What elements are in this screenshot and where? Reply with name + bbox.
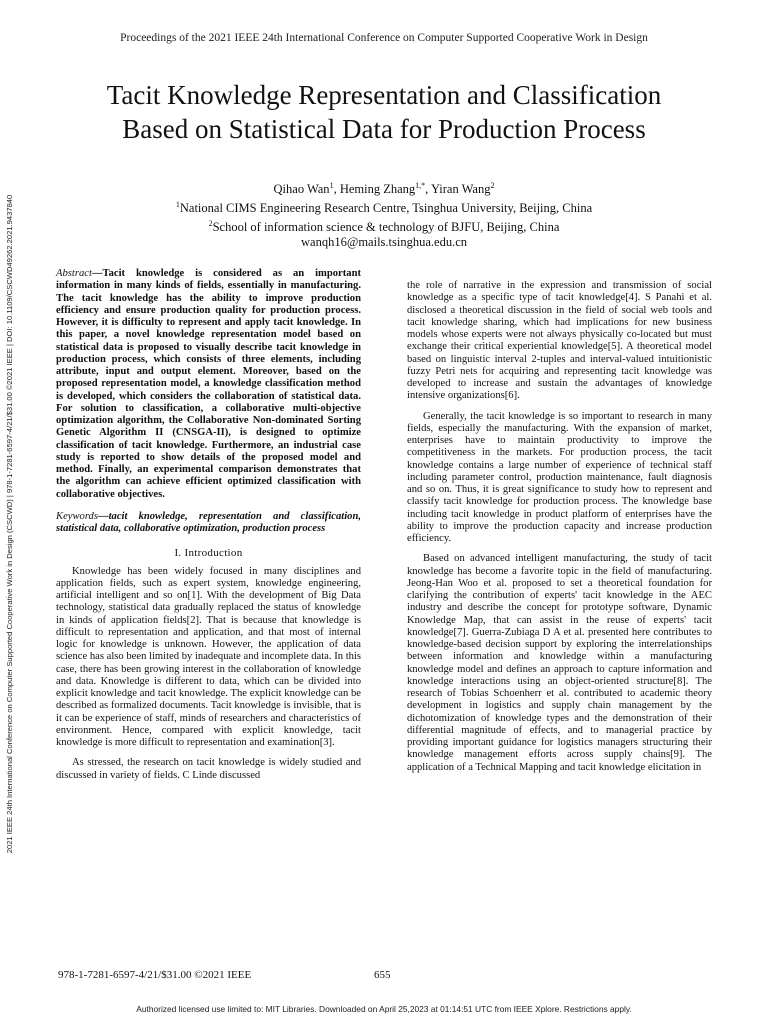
affiliation-2-text: School of information science & technology of BJFU, Beijing, China: [212, 220, 560, 235]
paper-title: [40, 78, 728, 146]
abstract: [56, 268, 361, 501]
author-names: [40, 178, 728, 197]
body-paragraph: Knowledge has been widely focused in many disciplines and application fields, such as expert system, knowledge engineering, artificial intelligent and so on[1]. With the development of Big Data technology, statistical data gradually replaced the status of knowledge in kinds of application fields[2]. That is because that knowledge is difficult to representation and application, and that most of internal logic for knowledge is unknown. However, the application of data science has also been limited by inadequate and incomplete data. In this case, there has been growing interest in the collaboration of knowledge and data. Knowledge is different to data, which can be divided into explicit knowledge and tacit knowledge. The explicit knowledge can be described as formalized documents. Tacit knowledge is invisible, that is it can be experience of staff, minds of researchers and characteristics of environment. Hence, compared with explicit knowledge, tacit knowledge is more difficult to representation and examination[3].: [56, 565, 361, 748]
affiliation-2: [40, 216, 728, 235]
right-column: [407, 280, 712, 774]
title-line-2: Based on Statistical Data for Production Process: [122, 114, 646, 144]
left-column: [56, 268, 361, 782]
author-3-sup: 2: [490, 181, 495, 190]
affiliation-2-sup: 2: [208, 219, 213, 229]
affiliation-1-sup: 1: [175, 200, 180, 210]
body-paragraph: Generally, the tacit knowledge is so important to research in many fields, especially the manufacturing. With the expansion of market, enterprises have to maintain productivity to improve the competitiveness in the markets. For production process, the tacit knowledge contains a large number of experience of technical staff including parameter control, production maintenance, fault diagnosis and so on. Thus, it is great significance to study how to represent and classify tacit knowledge for production process. The knowledge base including tacit knowledge in product platform of enterprises have the ability to improve the production capacity and increase production efficiency.: [407, 410, 712, 544]
author-sep-2: ,: [425, 182, 431, 197]
side-identifier-strip: 2021 IEEE 24th International Conference on Computer Supported Cooperative Work in Design (CSCWD) | 978-1-7281-6597-4/21/$31.00 ©2021 IEEE | DOI: 10.1109/CSCWD49262.2021.9437840: [5, 194, 14, 854]
affiliation-1-text: National CIMS Engineering Research Centre, Tsinghua University, Beijing, China: [179, 201, 593, 216]
author-2-sup: 1,*: [415, 181, 426, 190]
abstract-text: —Tacit knowledge is considered as an important information in many kinds of fields, essentially in manufacturing. The tacit knowledge has the ability to improve production efficiency and ensure production quality for production process. However, it is difficulty to represent and apply tacit knowledge. In this paper, a novel knowledge representation model based on statistical data is proposed to visually describe tacit knowledge in production process, which consists of three elements, including attribute, input and output element. Moreover, based on the proposed representation model, a knowledge classification method is developed, which considers the collaboration of statistical data. For solution to classification, a collaborative multi-objective optimization algorithm, the Collaborative Non-dominated Sorting Genetic Algorithm II (CNSGA-II), is designed to optimize classification of tacit knowledge. Furthermore, an industrial case study is reported to show details of the proposed model and method. Finally, an experimental comparison demonstrates that the algorithm can achieve efficient optimized classification with collaborative objectives.: [56, 268, 361, 500]
affiliation-1: [40, 197, 728, 216]
body-paragraph: the role of narrative in the expression and transmission of social knowledge as a specific type of tacit knowledge[4]. S Panahi et al. disclosed a theoretical discussion in the field of social web tools and tacit knowledge sharing, which had implications for new business models whose experts were not always physically co-located but must exchange their critical experiential knowledge[5]. A theoretical model based on linguistic interval 2-tuples and interval-valued intuitionistic fuzzy Petri nets for acquiring and representing tacit knowledge was developed to increase and sustain the advantages of knowledge intensive organizations[6].: [407, 280, 712, 402]
title-line-1: Tacit Knowledge Representation and Classification: [106, 80, 662, 110]
keywords-text: —tacit knowledge, representation and classification, statistical data, collaborative optimization, production process: [56, 510, 361, 534]
author-3: Yiran Wang: [430, 182, 491, 197]
body-paragraph: As stressed, the research on tacit knowledge is widely studied and discussed in variety of fields. C Linde discussed: [56, 757, 361, 781]
author-block: [40, 178, 728, 250]
conference-header: Proceedings of the 2021 IEEE 24th International Conference on Computer Supported Cooperative Work in Design: [120, 32, 648, 44]
page-number: 655: [374, 969, 391, 981]
author-1-sup: 1: [329, 181, 334, 190]
author-2: Heming Zhang: [339, 182, 416, 197]
author-1: Qihao Wan: [273, 182, 330, 197]
keywords: [56, 511, 361, 536]
abstract-lead: Abstract: [56, 268, 92, 279]
body-paragraph: Based on advanced intelligent manufacturing, the study of tacit knowledge has become a favorite topic in the field of manufacturing. Jeong-Han Woo et al. proposed to set a theoretical foundation for clarifying the contribution of experts' tacit knowledge in the AEC industry and describe the concept for prototype software, Dynamic Knowledge Map, that can assist in the reuse of experts' tacit knowledge[7]. Guerra-Zubiaga D A et al. presented here contributes to knowledge-based decision support by exploring the interrelationships between information and knowledge within a manufacturing knowledge model and defines an approach to capture information and knowledge interactions using an object-oriented structure[8]. The research of Tobias Schoenherr et al. contributed to academic theory development in logistics and supply chain management by the dichotomization of knowledge types and the demonstration of their differential magnitude of effects, and to managerial practice by providing important guidance for logistics managers structuring their knowledge management efforts across supply chains[9]. The application of a Technical Mapping and tacit knowledge elicitation in: [407, 553, 712, 773]
footer-isbn: 978-1-7281-6597-4/21/$31.00 ©2021 IEEE: [58, 969, 252, 981]
author-email: wanqh16@mails.tsinghua.edu.cn: [301, 235, 467, 250]
keywords-lead: Keywords: [56, 510, 98, 522]
section-heading-introduction: I. Introduction: [174, 547, 243, 560]
license-notice: Authorized licensed use limited to: MIT Libraries. Downloaded on April 25,2023 at 01:14:51 UTC from IEEE Xplore. Restrictions apply.: [136, 1004, 632, 1014]
author-sep-1: ,: [333, 182, 340, 197]
